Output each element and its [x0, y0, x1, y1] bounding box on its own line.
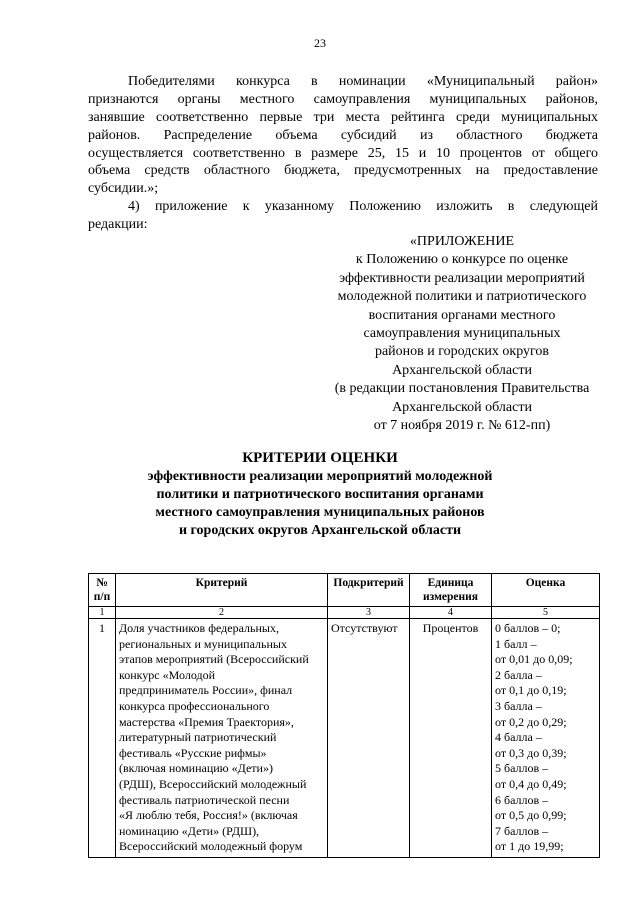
score-line: от 0,2 до 0,29; [495, 714, 567, 729]
intro-line-1: Победителями конкурса в номинации «Муниципальный район» [128, 74, 598, 89]
item4-line-1: 4) приложение к указанному Положению изложить в следующей [128, 199, 598, 214]
criterion-line: (включая номинацию «Дети») [119, 761, 273, 776]
header-unit [410, 574, 492, 607]
score-line: от 0,3 до 0,39; [495, 745, 567, 760]
score-line: 1 балл – [495, 636, 537, 651]
appendix-line: к Положению о конкурсе по оценке [355, 252, 569, 268]
column-number: 1 [89, 607, 116, 619]
criterion-line: этапов мероприятий (Всероссийский [119, 652, 309, 667]
row-number: 1 [89, 619, 116, 858]
appendix-block [312, 233, 612, 435]
appendix-line: самоуправления муниципальных [363, 326, 561, 342]
subcriterion-cell: Отсутствуют [328, 619, 410, 858]
header-num-line: № [96, 577, 108, 589]
header-subcriterion: Подкритерий [328, 574, 410, 607]
intro-line-6: объема средств областного бюджета, предусмотренных на предоставление [88, 163, 598, 178]
criterion-line: (РДШ), Всероссийский молодежный [119, 776, 307, 791]
score-line: 4 балла – [495, 730, 542, 745]
appendix-line: от 7 ноября 2019 г. № 612-пп) [373, 418, 551, 434]
appendix-line: (в редакции постановления Правительства [334, 381, 590, 397]
appendix-line: районов и городских округов [374, 344, 550, 360]
column-number: 5 [492, 607, 600, 619]
header-score: Оценка [492, 574, 600, 607]
score-line: от 1 до 19,99; [495, 839, 564, 854]
score-line: от 0,5 до 0,99; [495, 808, 567, 823]
score-line: от 0,1 до 0,19; [495, 683, 567, 698]
intro-line-5: осуществляется соответственно в размере 25, 15 и 10 процентов от общего [88, 146, 598, 161]
column-number: 4 [410, 607, 492, 619]
criterion-line: номинацию «Дети» (РДШ), [119, 823, 260, 838]
score-line: от 0,01 до 0,09; [495, 652, 573, 667]
score-line: 0 баллов – 0; [495, 621, 561, 635]
header-num [89, 574, 116, 607]
column-numbers-row [89, 607, 600, 619]
header-unit-line: Единица [427, 577, 474, 589]
criterion-line: Доля участников федеральных, [119, 621, 279, 635]
criterion-line: мастерства «Премия Траектория», [119, 714, 294, 729]
appendix-line: Архангельской области [392, 399, 532, 415]
column-number: 3 [328, 607, 410, 619]
heading-title: КРИТЕРИИ ОЦЕНКИ [242, 450, 398, 466]
heading-subtitle-line: местного самоуправления муниципальных районов [155, 505, 485, 520]
page-number: 23 [314, 36, 326, 50]
appendix-line: эффективности реализации мероприятий [339, 270, 585, 286]
intro-line-4: районов. Распределение объема субсидий из областного бюджета [88, 128, 598, 143]
criterion-line: литературный патриотический [119, 730, 277, 745]
criterion-line: Всероссийский молодежный форум [119, 839, 303, 854]
intro-line-7: субсидии.»; [88, 181, 159, 196]
criterion-line: конкурс «Молодой [119, 667, 216, 682]
header-num-line: п/п [93, 591, 111, 603]
score-line: 3 балла – [495, 698, 542, 713]
score-cell [492, 619, 600, 858]
score-line: 2 балла – [495, 667, 542, 682]
header-criterion: Критерий [116, 574, 328, 607]
table-row [89, 619, 600, 858]
intro-line-3: занявшие соответственно первые три места рейтинга среди муниципальных [88, 110, 598, 125]
score-line: от 0,4 до 0,49; [495, 776, 567, 791]
appendix-line: молодежной политики и патриотического [337, 289, 587, 305]
score-line: 6 баллов – [495, 792, 549, 807]
criteria-table [88, 573, 600, 858]
unit-cell: Процентов [410, 619, 492, 858]
criterion-line: фестиваль патриотической песни [119, 792, 290, 807]
appendix-line: «ПРИЛОЖЕНИЕ [409, 234, 515, 249]
criterion-line: «Я люблю тебя, Россия!» (включая [119, 808, 298, 823]
score-line: 7 баллов – [495, 823, 549, 838]
column-number: 2 [116, 607, 328, 619]
criterion-line: конкурса профессионального [119, 698, 270, 713]
intro-line-2: признаются органы местного самоуправления муниципальных районов, [88, 92, 598, 107]
appendix-line: воспитания органами местного [368, 307, 556, 323]
appendix-line: Архангельской области [392, 362, 532, 378]
criterion-line: фестиваль «Русские рифмы» [119, 745, 267, 760]
header-unit-line: измерения [423, 591, 478, 603]
criterion-cell [116, 619, 328, 858]
heading-subtitle-line: и городских округов Архангельской области [178, 523, 462, 538]
criterion-line: предприниматель России», финал [119, 683, 293, 698]
criterion-line: региональных и муниципальных [119, 636, 287, 651]
heading-subtitle-line: политики и патриотического воспитания органами [156, 487, 484, 502]
item4-line-2: редакции: [88, 217, 148, 232]
criteria-heading [100, 448, 540, 540]
heading-subtitle-line: эффективности реализации мероприятий молодежной [147, 469, 493, 484]
table-header-row [89, 574, 600, 607]
score-line: 5 баллов – [495, 761, 549, 776]
